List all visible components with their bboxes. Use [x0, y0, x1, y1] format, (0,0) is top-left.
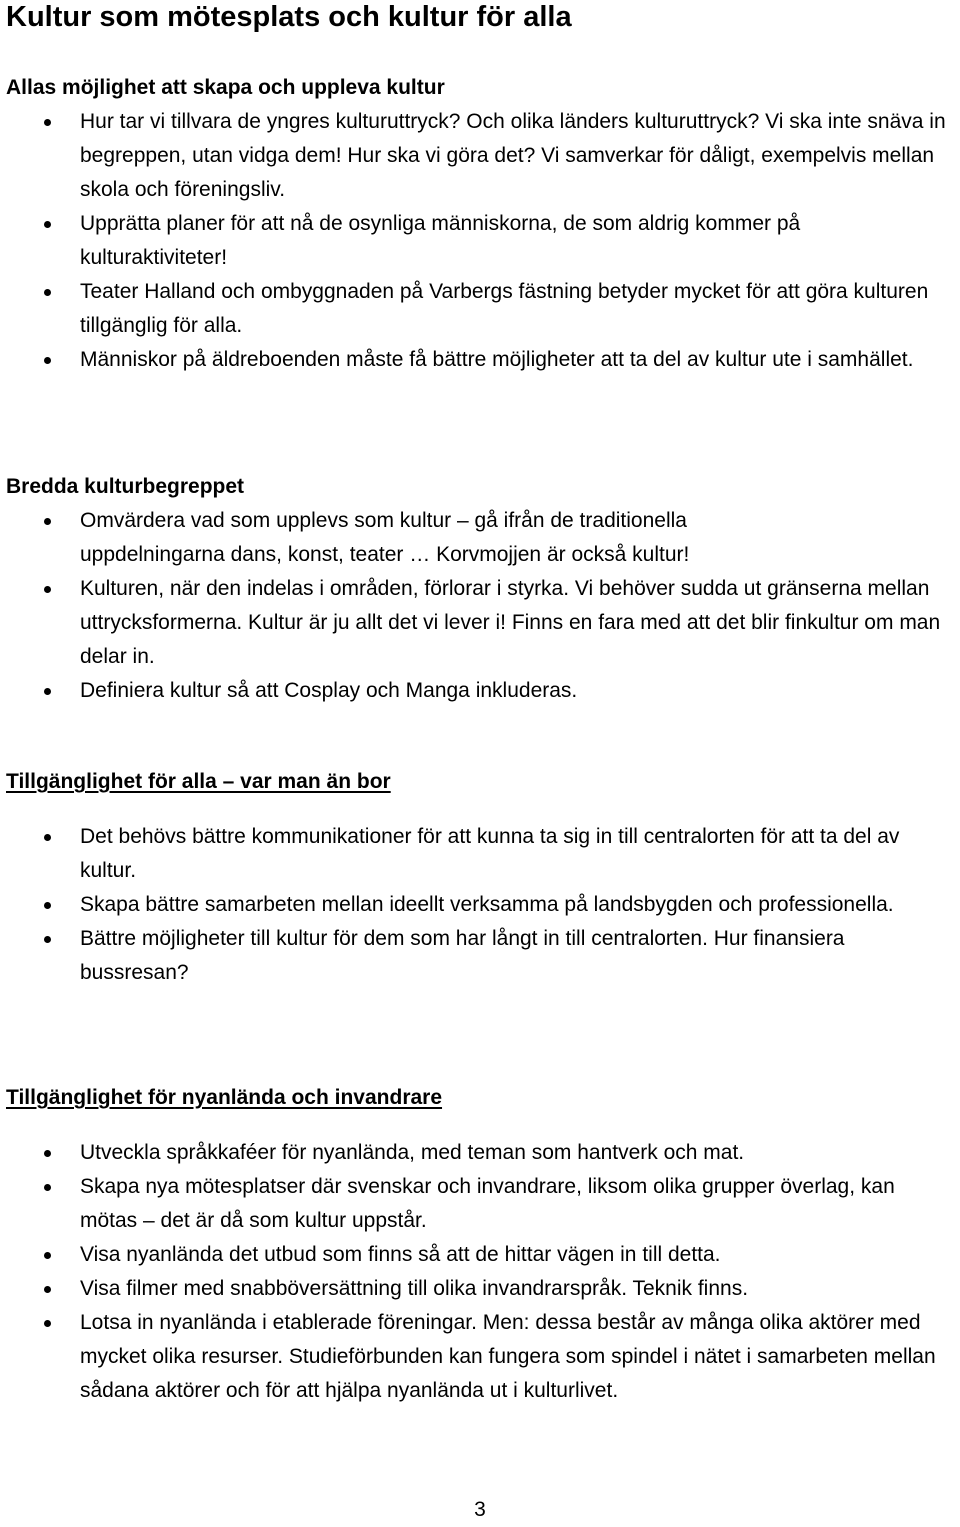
list-item	[0, 343, 960, 377]
section-tillganglighet-nyanlanda	[0, 1081, 960, 1408]
list-item	[0, 1136, 960, 1170]
list-item-text: Skapa bättre samarbeten mellan ideellt verksamma på landsbygden och professionella.	[80, 893, 894, 916]
list-item-text: Det behövs bättre kommunikationer för att kunna ta sig in till centralorten för att ta del av kultur.	[80, 825, 900, 882]
list-item-text: Hur tar vi tillvara de yngres kulturuttryck? Och olika länders kulturuttryck? Vi ska inte snäva in begreppen, utan vidga dem! Hur ska vi göra det? Vi samverkar för dåligt, exempelvis mellan skola och föreningsliv.	[80, 110, 946, 201]
list-item	[0, 922, 960, 990]
bullet-icon	[44, 936, 51, 943]
bullet-icon	[44, 1320, 51, 1327]
bullet-list	[0, 820, 960, 990]
bullet-icon	[44, 357, 51, 364]
list-item	[0, 674, 960, 708]
list-item	[0, 820, 960, 888]
list-item	[0, 1238, 960, 1272]
list-item	[0, 572, 960, 674]
bullet-icon	[44, 221, 51, 228]
list-item	[0, 888, 960, 922]
list-item	[0, 207, 960, 275]
list-item-text: Visa nyanlända det utbud som finns så att de hittar vägen in till detta.	[80, 1243, 721, 1266]
list-item	[0, 1272, 960, 1306]
section-tillganglighet-alla	[0, 765, 960, 990]
list-item-text: Skapa nya mötesplatser där svenskar och invandrare, liksom olika grupper överlag, kan mötas – det är då som kultur uppstår.	[80, 1175, 895, 1232]
bullet-icon	[44, 834, 51, 841]
bullet-icon	[44, 1150, 51, 1157]
list-item-text: Upprätta planer för att nå de osynliga människorna, de som aldrig kommer på kulturaktiviteter!	[80, 212, 801, 269]
bullet-icon	[44, 1184, 51, 1191]
bullet-icon	[44, 1286, 51, 1293]
bullet-icon	[44, 119, 51, 126]
list-item-text: Teater Halland och ombyggnaden på Varbergs fästning betyder mycket för att göra kulturen tillgänglig för alla.	[80, 280, 929, 337]
section-bredda-kulturbegreppet	[0, 470, 960, 708]
list-item-text: Visa filmer med snabböversättning till olika invandrarspråk. Teknik finns.	[80, 1277, 749, 1300]
section-heading: Tillgänglighet för alla – var man än bor	[6, 770, 391, 793]
bullet-list	[0, 105, 960, 377]
bullet-list	[0, 1136, 960, 1408]
list-item	[0, 1306, 960, 1408]
list-item	[0, 1170, 960, 1238]
bullet-icon	[44, 902, 51, 909]
section-heading: Bredda kulturbegreppet	[6, 475, 245, 498]
page-number: 3	[474, 1498, 486, 1521]
section-heading: Tillgänglighet för nyanlända och invandrare	[6, 1086, 443, 1109]
list-item-text: Bättre möjligheter till kultur för dem som har långt in till centralorten. Hur finansiera bussresan?	[80, 927, 845, 984]
section-allas-mojlighet	[0, 71, 960, 377]
bullet-icon	[44, 586, 51, 593]
document-title: Kultur som mötesplats och kultur för alla	[6, 1, 572, 33]
list-item	[0, 504, 960, 572]
bullet-icon	[44, 688, 51, 695]
bullet-list	[0, 504, 960, 708]
bullet-icon	[44, 289, 51, 296]
list-item	[0, 275, 960, 343]
list-item-text: Omvärdera vad som upplevs som kultur – gå ifrån de traditionella uppdelningarna dans, konst, teater … Korvmojjen är också kultur!	[80, 509, 690, 566]
list-item-text: Kulturen, när den indelas i områden, förlorar i styrka. Vi behöver sudda ut gränserna mellan uttrycksformerna. Kultur är ju allt det vi lever i! Finns en fara med att det blir finkultur om man delar in.	[80, 577, 941, 668]
list-item-text: Utveckla språkkaféer för nyanlända, med teman som hantverk och mat.	[80, 1141, 745, 1164]
bullet-icon	[44, 518, 51, 525]
bullet-icon	[44, 1252, 51, 1259]
list-item-text: Människor på äldreboenden måste få bättre möjligheter att ta del av kultur ute i samhället.	[80, 348, 914, 371]
list-item-text: Definiera kultur så att Cosplay och Manga inkluderas.	[80, 679, 578, 702]
list-item	[0, 105, 960, 207]
list-item-text: Lotsa in nyanlända i etablerade föreningar. Men: dessa består av många olika aktörer med mycket olika resurser. Studieförbunden kan fungera som spindel i nätet i samarbeten mellan sådana aktörer och för att hjälpa nyanlända ut i kulturlivet.	[80, 1311, 936, 1402]
section-heading: Allas möjlighet att skapa och uppleva kultur	[6, 76, 445, 99]
